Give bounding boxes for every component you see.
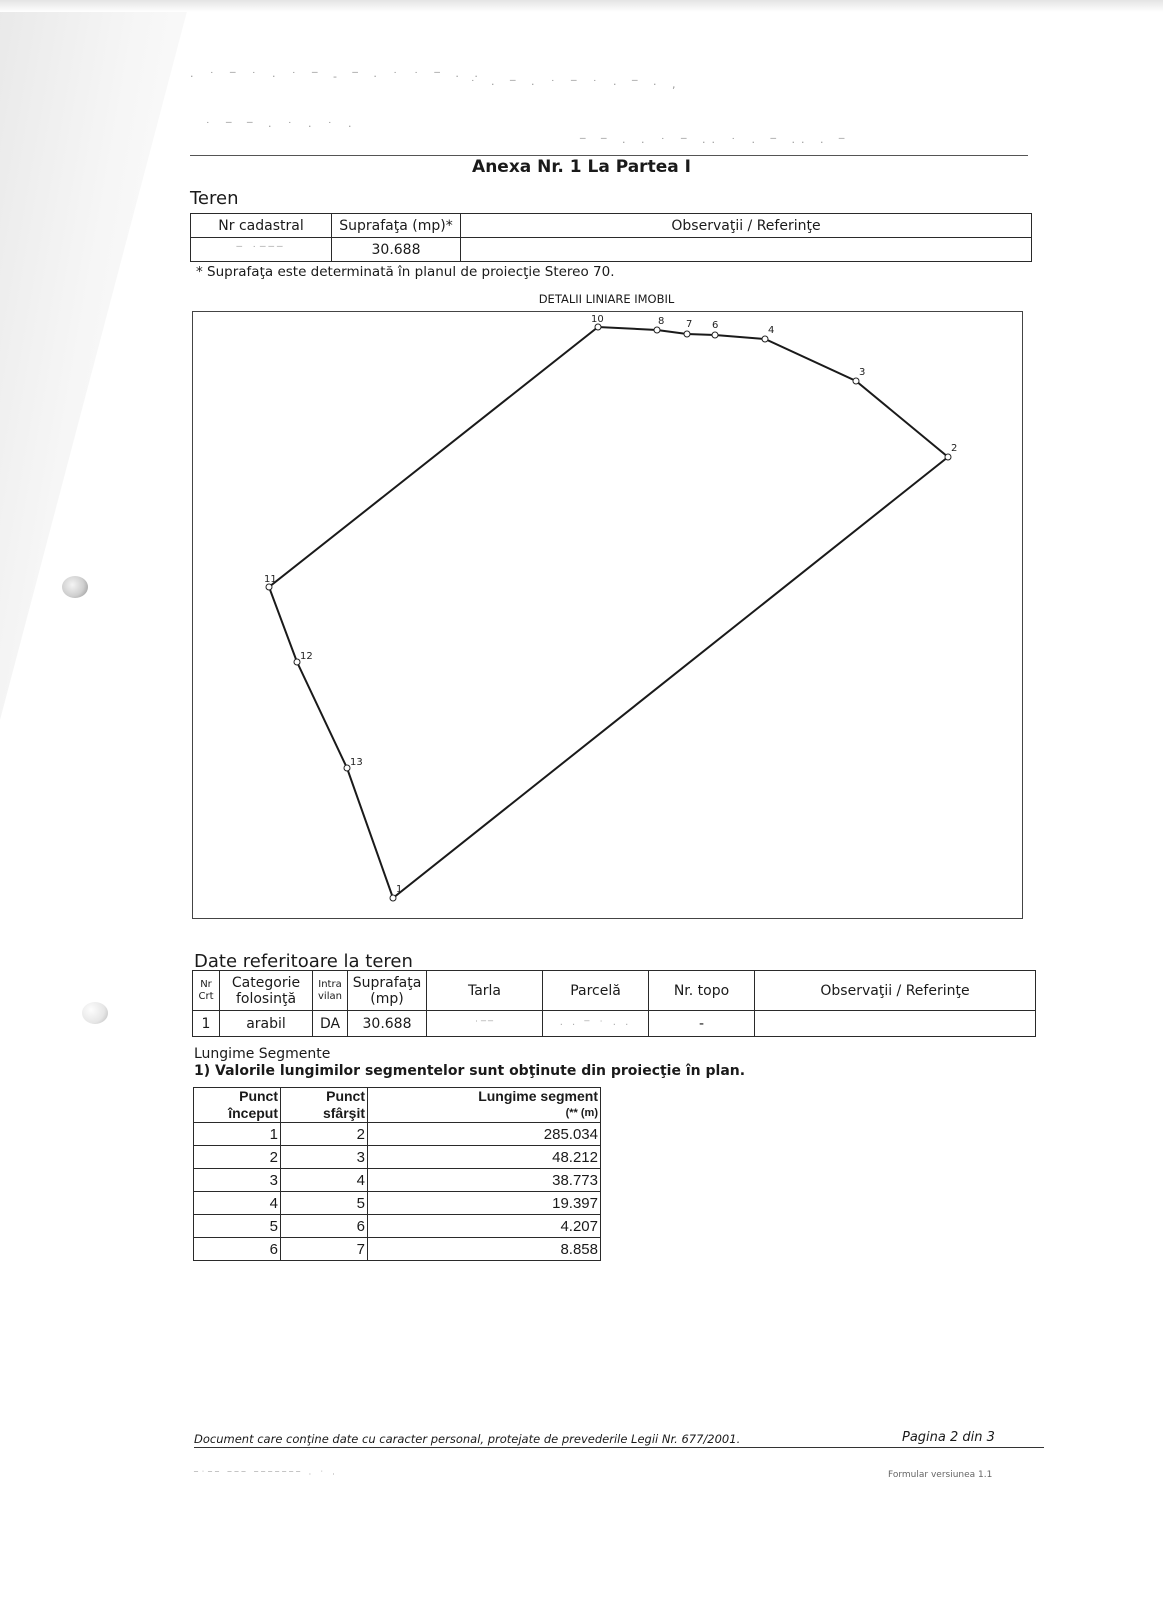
parcel-boundary bbox=[269, 327, 948, 898]
header-categorie bbox=[220, 971, 313, 1011]
header-observatii: Observaţii / Referinţe bbox=[755, 971, 1036, 1011]
vertex-8 bbox=[654, 327, 660, 333]
footer-page-number: Pagina 2 din 3 bbox=[902, 1430, 995, 1445]
anexa-title: Anexa Nr. 1 La Partea I bbox=[472, 157, 691, 177]
vertex-label: 4 bbox=[768, 325, 775, 336]
vertex-label: 1 bbox=[396, 884, 403, 895]
segmente-note: 1) Valorile lungimilor segmentelor sunt obţinute din proiecţie în plan. bbox=[194, 1063, 746, 1079]
cell-nr-crt: 1 bbox=[193, 1011, 220, 1037]
date-teren-table bbox=[192, 970, 1036, 1037]
header-punct-sfarsit-line1: Punct bbox=[326, 1088, 365, 1104]
header-intravilan-line2: vilan bbox=[318, 990, 342, 1002]
header-nr-crt bbox=[193, 971, 220, 1011]
plot-caption: DETALII LINIARE IMOBIL bbox=[538, 292, 675, 306]
segmente-table bbox=[193, 1087, 601, 1261]
redacted-header-line: ˙ ‾ ‾ · ˙ · ˙ · bbox=[205, 120, 358, 133]
header-lungime-line1: Lungime segment bbox=[478, 1088, 598, 1104]
cell-suprafata: 30.688 bbox=[332, 238, 461, 262]
cell-start: 3 bbox=[194, 1169, 281, 1192]
cell-start: 1 bbox=[194, 1123, 281, 1146]
redacted-header-line: ‾ ‾ · · ˙ ‾ ·· ˙ · ‾ ·· · ‾ bbox=[580, 136, 851, 149]
vertex-label: 12 bbox=[300, 651, 313, 662]
cell-nr-cadastral-redacted: ‾ ˙‾‾‾ bbox=[191, 238, 332, 262]
cell-start: 4 bbox=[194, 1192, 281, 1215]
header-tarla: Tarla bbox=[427, 971, 543, 1011]
header-punct-sfarsit-line2: sfârşit bbox=[322, 1105, 365, 1121]
cell-end: 2 bbox=[281, 1123, 368, 1146]
cell-end: 7 bbox=[281, 1238, 368, 1261]
header-nr-cadastral: Nr cadastral bbox=[191, 214, 332, 238]
footer-version: Formular versiunea 1.1 bbox=[888, 1470, 993, 1480]
header-suprafata: Suprafaţa (mp)* bbox=[332, 214, 461, 238]
teren-section-title: Teren bbox=[190, 188, 239, 209]
vertex-label: 2 bbox=[951, 443, 958, 454]
header-categorie-line1: Categorie bbox=[231, 974, 301, 991]
cell-tarla-redacted: ˙‾‾ bbox=[427, 1011, 543, 1037]
cell-parcela-redacted: · · ‾ ˙ · · bbox=[543, 1011, 649, 1037]
vertex-label: 6 bbox=[712, 320, 719, 331]
cell-length: 48.212 bbox=[368, 1146, 601, 1169]
vertex-2 bbox=[945, 454, 951, 460]
header-punct-inceput-line1: Punct bbox=[239, 1088, 278, 1104]
header-nr-topo: Nr. topo bbox=[649, 971, 755, 1011]
cell-suprafata: 30.688 bbox=[348, 1011, 427, 1037]
cell-end: 5 bbox=[281, 1192, 368, 1215]
vertex-3 bbox=[853, 378, 859, 384]
header-intravilan bbox=[313, 971, 348, 1011]
cell-start: 5 bbox=[194, 1215, 281, 1238]
vertex-label: 7 bbox=[686, 319, 693, 330]
cell-length: 4.207 bbox=[368, 1215, 601, 1238]
vertex-4 bbox=[762, 336, 768, 342]
vertex-label: 8 bbox=[658, 316, 665, 327]
vertex-label: 11 bbox=[264, 574, 277, 585]
table-row bbox=[194, 1123, 601, 1146]
redacted-footer-text: ‾˙‾‾ ‾‾‾ ‾‾‾‾‾‾‾ · ˙ · bbox=[194, 1470, 338, 1479]
cell-end: 4 bbox=[281, 1169, 368, 1192]
footer-disclaimer: Document care conţine date cu caracter personal, protejate de prevederile Legii Nr. 677/2001. bbox=[194, 1432, 741, 1446]
cell-length: 285.034 bbox=[368, 1123, 601, 1146]
header-observatii: Observaţii / Referinţe bbox=[461, 214, 1032, 238]
vertex-7 bbox=[684, 331, 690, 337]
header-suprafata-line1: Suprafaţa bbox=[352, 974, 422, 991]
cell-observatii bbox=[461, 238, 1032, 262]
header-punct-sfarsit bbox=[281, 1088, 368, 1123]
parcel-polygon-svg bbox=[193, 312, 1022, 918]
header-punct-inceput-line2: început bbox=[228, 1105, 278, 1121]
cell-observatii bbox=[755, 1011, 1036, 1037]
header-nr-crt-line1: Nr bbox=[200, 978, 212, 990]
cell-start: 2 bbox=[194, 1146, 281, 1169]
table-row bbox=[194, 1215, 601, 1238]
teren-table bbox=[190, 213, 1032, 262]
cell-start: 6 bbox=[194, 1238, 281, 1261]
header-lungime-segment bbox=[368, 1088, 601, 1123]
punch-hole bbox=[82, 1002, 108, 1024]
vertex-1 bbox=[390, 895, 396, 901]
cell-length: 8.858 bbox=[368, 1238, 601, 1261]
vertex-label: 13 bbox=[350, 757, 363, 768]
teren-footnote: * Suprafaţa este determinată în planul de proiecţie Stereo 70. bbox=[196, 264, 615, 280]
page-fold-shadow bbox=[0, 0, 190, 720]
header-punct-inceput bbox=[194, 1088, 281, 1123]
cell-intravilan: DA bbox=[313, 1011, 348, 1037]
table-row bbox=[194, 1169, 601, 1192]
cell-categorie: arabil bbox=[220, 1011, 313, 1037]
vertex-label: 3 bbox=[859, 367, 866, 378]
header-parcela: Parcelă bbox=[543, 971, 649, 1011]
vertex-labels bbox=[264, 314, 957, 895]
header-intravilan-line1: Intra bbox=[318, 978, 342, 990]
header-categorie-line2: folosinţă bbox=[235, 990, 297, 1007]
vertex-markers bbox=[266, 324, 951, 901]
header-suprafata bbox=[348, 971, 427, 1011]
header-rule bbox=[190, 155, 1028, 156]
scan-top-shadow bbox=[0, 0, 1163, 12]
table-row bbox=[194, 1146, 601, 1169]
cell-nr-topo: - bbox=[649, 1011, 755, 1037]
table-row bbox=[194, 1192, 601, 1215]
segmente-title: Lungime Segmente bbox=[194, 1046, 331, 1062]
header-lungime-unit: (** (m) bbox=[565, 1107, 598, 1119]
header-nr-crt-line2: Crt bbox=[198, 990, 214, 1002]
cell-length: 38.773 bbox=[368, 1169, 601, 1192]
punch-hole bbox=[62, 576, 88, 598]
cell-end: 6 bbox=[281, 1215, 368, 1238]
date-teren-title: Date referitoare la teren bbox=[194, 951, 413, 972]
table-row bbox=[194, 1238, 601, 1261]
cell-end: 3 bbox=[281, 1146, 368, 1169]
header-suprafata-line2: (mp) bbox=[370, 990, 404, 1007]
vertex-6 bbox=[712, 332, 718, 338]
cell-length: 19.397 bbox=[368, 1192, 601, 1215]
redacted-header-line: ˙ · ‾ · ˙ ‾ ˙ · ‾ · , bbox=[470, 78, 682, 91]
redacted-header-line: · ˙ ‾ ˙ · ˙ ‾ - ‾ · ˙ ˙ ‾ · · bbox=[190, 70, 484, 83]
footer-rule bbox=[194, 1447, 1044, 1448]
parcel-plot bbox=[192, 311, 1023, 919]
vertex-label: 10 bbox=[591, 314, 604, 325]
